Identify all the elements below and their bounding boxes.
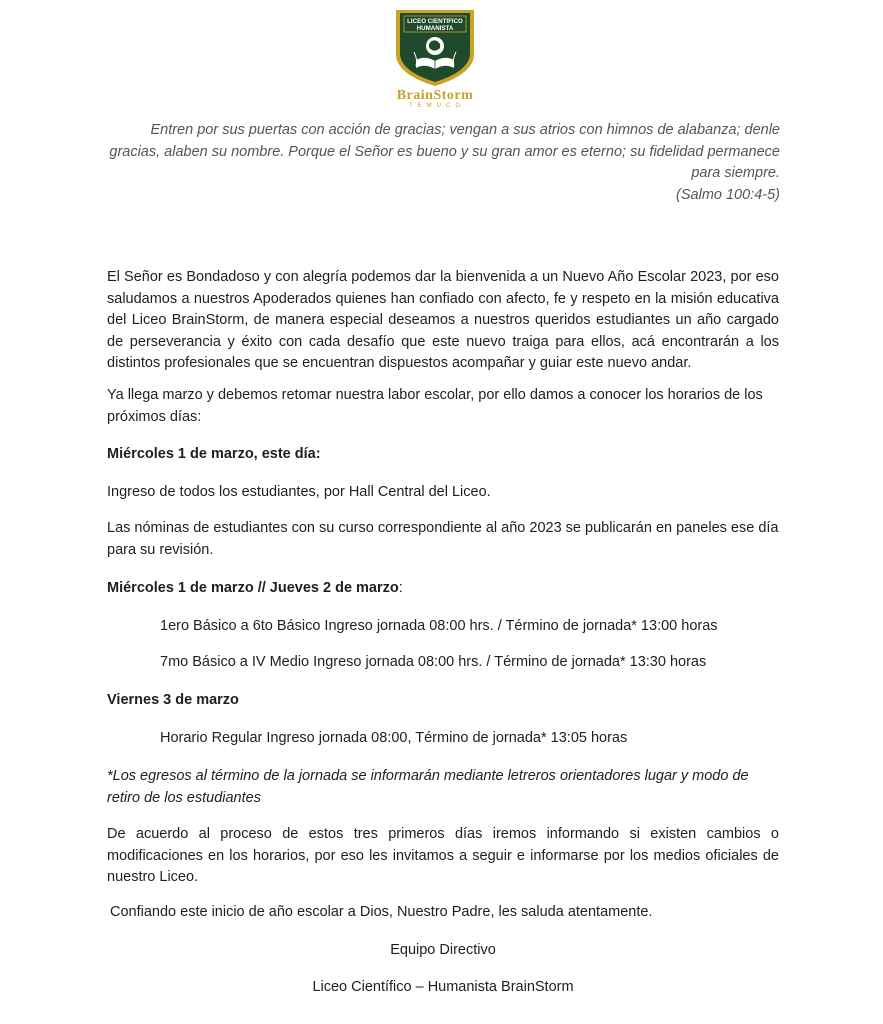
signature-team: Equipo Directivo	[390, 942, 496, 958]
school-logo	[391, 8, 479, 110]
nominas-paragraph: Las nóminas de estudiantes con su curso correspondiente al año 2023 se publicarán en paneles ese día para su revisión.	[107, 520, 779, 558]
closing-line: Confiando este inicio de año escolar a Dios, Nuestro Padre, les saluda atentamente.	[110, 904, 653, 920]
quote-text: Entren por sus puertas con acción de gracias; vengan a sus atrios con himnos de alabanza; denle gracias, alaben su nombre. Porque el Señor es bueno y su gran amor es eterno; su fidelidad permanece para siempre.	[109, 122, 780, 182]
crest-banner-line1: LICEO CIENTIFICO	[407, 18, 463, 25]
quote-reference: (Salmo 100:4-5)	[676, 186, 780, 203]
schedule-regular: Horario Regular Ingreso jornada 08:00, Término de jornada* 13:05 horas	[160, 730, 628, 746]
bible-quote	[100, 120, 780, 206]
wed-thu-heading-text: Miércoles 1 de marzo // Jueves 2 de marzo	[107, 580, 399, 596]
wed-thu-heading-colon: :	[398, 580, 403, 596]
crest-banner-line2: HUMANISTA	[416, 25, 454, 32]
welcome-paragraph: El Señor es Bondadoso y con alegría podemos dar la bienvenida a un Nuevo Año Escolar 2023, por eso saludamos a nuestros Apoderados quienes han confiado con afecto, fe y respeto en la misión educativa del Liceo BrainStorm, de manera especial deseamos a nuestros queridos estudiantes un año cargado de perseverancia y éxito con cada desafío que este nuevo traiga para ellos, acá encontrarán a los distintos profesionales que se encuentran dispuestos acompañar y guiar este nuevo andar.	[107, 269, 779, 372]
intro-paragraph: Ya llega marzo y debemos retomar nuestra labor escolar, por ello damos a conocer los horarios de los próximos días:	[107, 387, 763, 425]
schedule-basic-1-6: 1ero Básico a 6to Básico Ingreso jornada 08:00 hrs. / Término de jornada* 13:00 horas	[160, 618, 718, 634]
egresos-note: *Los egresos al término de la jornada se informarán mediante letreros orientadores lugar y modo de retiro de los estudiantes	[107, 768, 749, 806]
crest-icon	[394, 8, 476, 88]
brand-city: TEMUCO	[409, 103, 465, 109]
wednesday-heading: Miércoles 1 de marzo, este día:	[107, 446, 321, 462]
ingreso-paragraph: Ingreso de todos los estudiantes, por Hall Central del Liceo.	[107, 484, 491, 500]
changes-paragraph: De acuerdo al proceso de estos tres primeros días iremos informando si existen cambios o modificaciones en los horarios, por eso les invitamos a seguir e informarse por los medios oficiales de nuestro Liceo.	[107, 826, 779, 886]
friday-heading: Viernes 3 de marzo	[107, 692, 239, 708]
schedule-7-to-iv-medio: 7mo Básico a IV Medio Ingreso jornada 08:00 hrs. / Término de jornada* 13:30 horas	[160, 654, 707, 670]
brand-name: BrainStorm	[396, 88, 474, 103]
signature-school: Liceo Científico – Humanista BrainStorm	[312, 979, 574, 995]
wed-thu-heading	[107, 578, 779, 600]
